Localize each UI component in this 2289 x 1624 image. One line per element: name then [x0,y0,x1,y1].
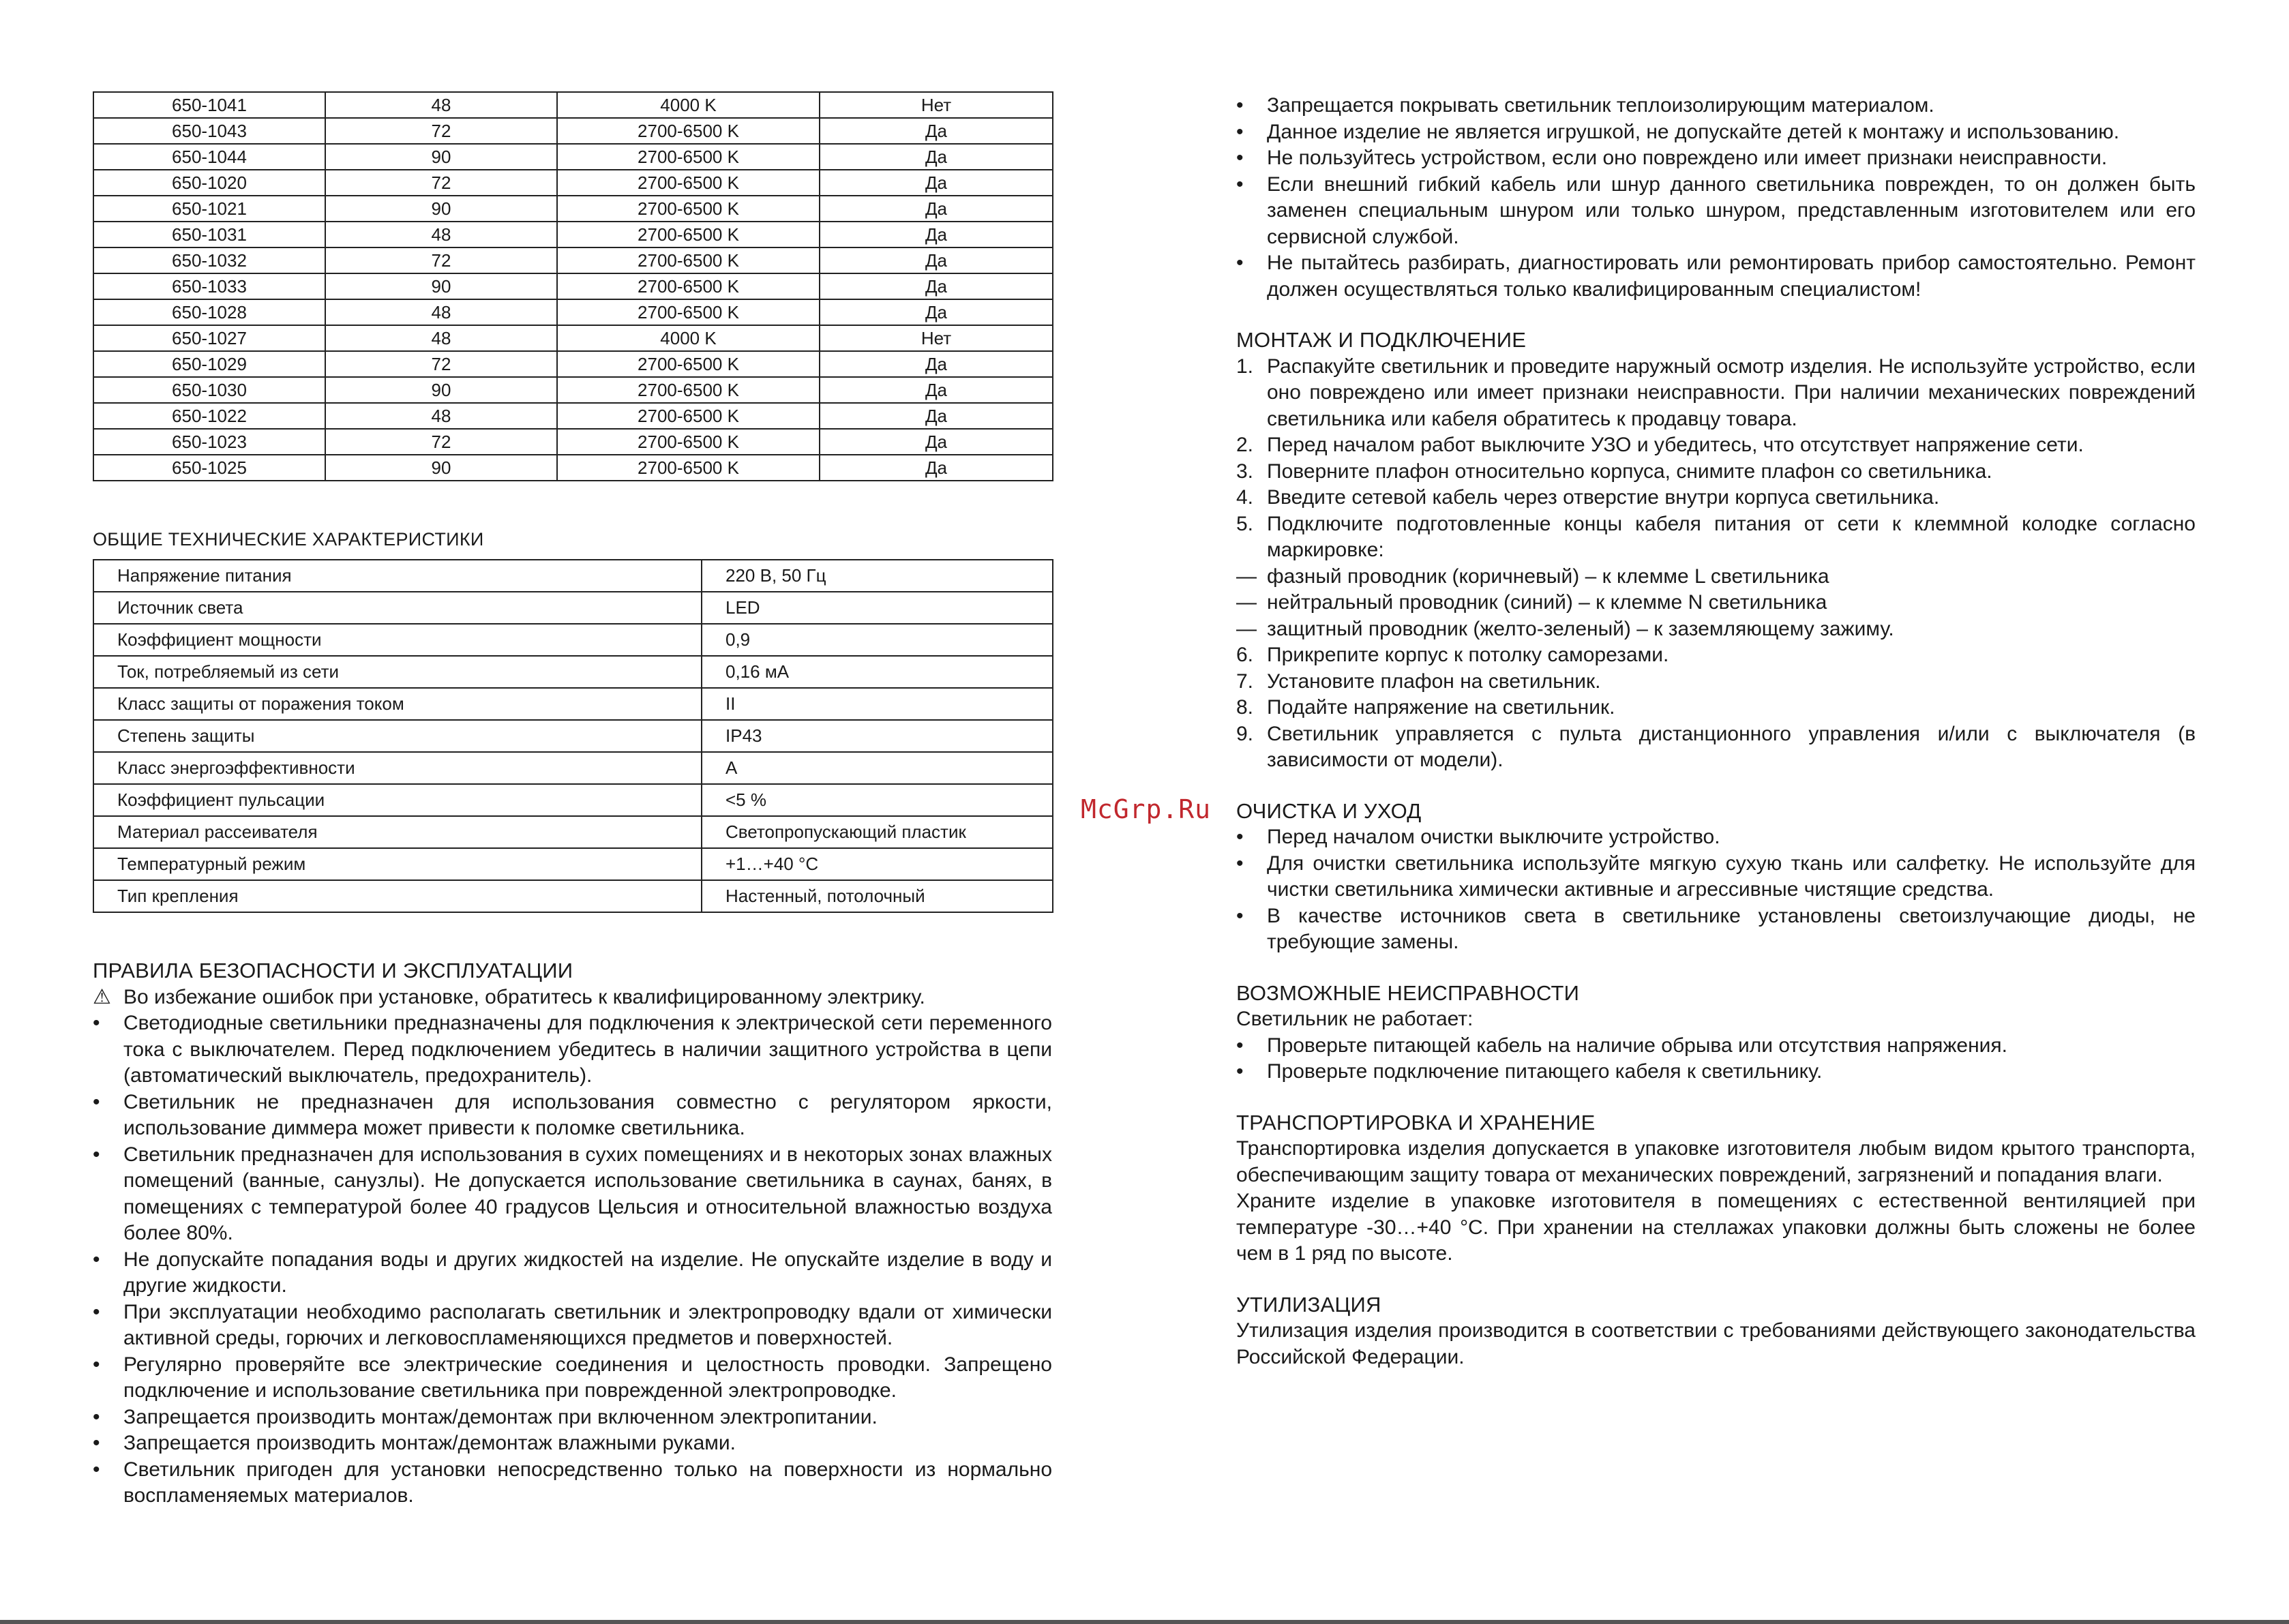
list-item-text: Запрещается покрывать светильник теплоизолирующим материалом. [1267,94,1934,117]
spec-row [93,560,1053,592]
safety-cont-list [1236,93,2196,303]
install-step [1236,564,2196,590]
transport-paragraph-2: Храните изделие в упаковке изготовителя в помещениях с естественной вентиляцией при температуре -30…+40 °С. При хранении на стеллажах упаковки должны быть сложены не более чем в 1 ряд по высоте. [1236,1190,2196,1265]
model-cell: 90 [325,377,557,403]
bullet-icon: • [1236,1034,1244,1057]
install-step [1236,511,2196,564]
install-list [1236,354,2196,774]
install-step [1236,432,2196,459]
list-item [1236,93,2196,119]
model-row [93,455,1053,481]
transport-title: ТРАНСПОРТИРОВКА И ХРАНЕНИЕ [1236,1110,1596,1134]
bullet-icon: • [1236,147,1244,169]
bullet-icon: • [1236,94,1244,117]
model-row [93,403,1053,429]
model-cell: 48 [325,299,557,325]
list-item-text: Данное изделие не является игрушкой, не допускайте детей к монтажу и использованию. [1267,120,2120,143]
list-item [1236,172,2196,251]
spec-name-cell: Класс защиты от поражения током [93,688,702,720]
model-cell: 72 [325,351,557,377]
list-item [1236,250,2196,303]
step-text: Поверните плафон относительно корпуса, снимите плафон со светильника. [1267,460,1992,483]
model-cell: 72 [325,118,557,144]
model-cell: Да [820,299,1053,325]
step-marker: — [1236,591,1257,614]
model-cell: 48 [325,222,557,247]
cleaning-title: ОЧИСТКА И УХОД [1236,798,1422,823]
model-cell: 2700-6500 K [557,403,820,429]
spec-row [93,656,1053,688]
model-cell: Нет [820,325,1053,351]
model-cell: 4000 K [557,325,820,351]
step-text: Подключите подготовленные концы кабеля питания от сети к клеммной колодке согласно маркировке: [1267,512,2196,561]
model-cell: 650-1032 [93,247,325,273]
bullet-icon: • [93,1012,100,1034]
step-text: Распакуйте светильник и проведите наружный осмотр изделия. Не используйте устройство, если оно повреждено или имеет признаки неисправности. При наличии механических повреждений светильника или кабеля обратитесь к продавцу товара. [1267,355,2196,430]
model-row [93,273,1053,299]
step-marker: 4. [1236,486,1254,509]
model-cell: Да [820,377,1053,403]
model-cell: 48 [325,92,557,118]
model-cell: 2700-6500 K [557,273,820,299]
model-cell: 650-1043 [93,118,325,144]
model-cell: Да [820,455,1053,481]
model-row [93,92,1053,118]
warning-icon: ⚠ [93,985,111,1008]
spec-name-cell: Степень защиты [93,720,702,752]
step-marker: — [1236,565,1257,588]
spec-name-cell: Класс энергоэффективности [93,752,702,784]
safety-title: ПРАВИЛА БЕЗОПАСНОСТИ И ЭКСПЛУАТАЦИИ [93,959,573,982]
model-cell: 650-1022 [93,403,325,429]
specs-table [93,559,1053,913]
list-item-text: Перед началом очистки выключите устройство. [1267,826,1720,848]
spec-name-cell: Ток, потребляемый из сети [93,656,702,688]
list-item [1236,1059,2196,1085]
spec-value-cell: A [702,752,1053,784]
faults-title: ВОЗМОЖНЫЕ НЕИСПРАВНОСТИ [1236,980,1580,1005]
safety-list [93,1010,1052,1509]
list-item-text: В качестве источников света в светильнике установлены светоизлучающие диоды, не требующие замены. [1267,904,2196,953]
model-cell: Да [820,170,1053,196]
bullet-icon: • [1236,120,1244,143]
transport-paragraph-1: Транспортировка изделия допускается в упаковке изготовителя любым видом крытого транспорта, обеспечивающим защиту товара от механических повреждений, загрязнений и попадания влаги. [1236,1137,2196,1186]
step-marker: 7. [1236,670,1254,693]
list-item-text: Не пользуйтесь устройством, если оно повреждено или имеет признаки неисправности. [1267,147,2108,169]
model-cell: Да [820,247,1053,273]
spec-value-cell: 0,9 [702,624,1053,656]
model-cell: 90 [325,196,557,222]
model-cell: Да [820,273,1053,299]
bullet-icon: • [1236,172,1244,196]
step-text: Перед началом работ выключите УЗО и убедитесь, что отсутствует напряжение сети. [1267,434,2084,456]
spec-name-cell: Коэффициент мощности [93,624,702,656]
list-item [1236,1033,2196,1059]
model-cell: 2700-6500 K [557,118,820,144]
model-row [93,325,1053,351]
model-cell: Да [820,196,1053,222]
install-step [1236,459,2196,485]
specs-title: ОБЩИЕ ТЕХНИЧЕСКИЕ ХАРАКТЕРИСТИКИ [93,529,484,550]
bullet-icon: • [1236,852,1244,875]
bullet-icon: • [1236,904,1244,927]
list-item-text: Запрещается производить монтаж/демонтаж при включенном электропитании. [123,1405,878,1428]
model-cell: Да [820,118,1053,144]
model-cell: 650-1027 [93,325,325,351]
step-text: Подайте напряжение на светильник. [1267,696,1615,719]
bullet-icon: • [93,1090,100,1113]
install-step [1236,721,2196,774]
model-row [93,299,1053,325]
model-cell: 650-1029 [93,351,325,377]
model-cell: 2700-6500 K [557,247,820,273]
step-text: Прикрепите корпус к потолку саморезами. [1267,644,1669,666]
safety-cont-section [1236,93,2196,1370]
list-item [93,1457,1052,1509]
cleaning-list [1236,824,2196,956]
step-marker: 1. [1236,355,1254,378]
model-cell: 72 [325,429,557,455]
model-cell: 650-1021 [93,196,325,222]
spec-row [93,784,1053,816]
list-item [1236,119,2196,146]
list-item-text: Светодиодные светильники предназначены для подключения к электрической сети переменного тока с выключателем. Перед подключением убедитесь в наличии защитного устройства в цепи (автоматический выключатель, предохранитель). [123,1012,1052,1087]
spec-row [93,688,1053,720]
model-cell: 90 [325,455,557,481]
model-cell: 2700-6500 K [557,170,820,196]
model-cell: 48 [325,325,557,351]
watermark: McGrp.Ru [1081,794,1212,824]
model-cell: 650-1033 [93,273,325,299]
install-step [1236,354,2196,433]
model-cell: 650-1023 [93,429,325,455]
model-row [93,247,1053,273]
list-item-text: Не пытайтесь разбирать, диагностировать или ремонтировать прибор самостоятельно. Ремонт должен осуществляться только квалифицированным специалистом! [1267,252,2196,301]
model-cell: 650-1025 [93,455,325,481]
list-item [93,1010,1052,1089]
model-row [93,196,1053,222]
list-item [93,1142,1052,1247]
step-text: Светильник управляется с пульта дистанционного управления и/или с выключателя (в зависимости от модели). [1267,722,2196,771]
bullet-icon: • [1236,252,1244,274]
model-cell: 650-1031 [93,222,325,247]
spec-row [93,592,1053,624]
faults-intro: Светильник не работает: [1236,1008,1473,1030]
bullet-icon: • [1236,826,1244,848]
model-cell: 2700-6500 K [557,222,820,247]
step-marker: 8. [1236,696,1254,719]
model-cell: 2700-6500 K [557,351,820,377]
model-cell: 650-1041 [93,92,325,118]
install-step [1236,590,2196,616]
model-row [93,170,1053,196]
model-row [93,222,1053,247]
spec-name-cell: Температурный режим [93,848,702,880]
spec-row [93,624,1053,656]
list-item [93,1430,1052,1457]
list-item [93,1247,1052,1299]
spec-value-cell: <5 % [702,784,1053,816]
spec-row [93,880,1053,912]
model-cell: 72 [325,170,557,196]
spec-row [93,720,1053,752]
spec-value-cell: IP43 [702,720,1053,752]
spec-value-cell: Настенный, потолочный [702,880,1053,912]
spec-name-cell: Тип крепления [93,880,702,912]
spec-row [93,848,1053,880]
step-text: защитный проводник (желто-зеленый) – к заземляющему зажиму. [1267,617,1894,640]
model-cell: 2700-6500 K [557,377,820,403]
install-step [1236,669,2196,695]
bottom-rule [0,1620,2289,1624]
faults-list [1236,1033,2196,1085]
list-item [1236,851,2196,903]
model-cell: Да [820,429,1053,455]
model-cell: 48 [325,403,557,429]
spec-name-cell: Материал рассеивателя [93,816,702,848]
model-cell: 2700-6500 K [557,144,820,170]
spec-value-cell: 220 В, 50 Гц [702,560,1053,592]
list-item-text: Светильник пригоден для установки непосредственно только на поверхности из нормально воспламеняемых материалов. [123,1458,1052,1507]
list-item-text: Не допускайте попадания воды и других жидкостей на изделие. Не опускайте изделие в воду и другие жидкости. [123,1248,1052,1297]
bullet-icon: • [93,1248,100,1271]
bullet-icon: • [93,1405,100,1428]
list-item [93,1089,1052,1142]
bullet-icon: • [93,1432,100,1454]
step-marker: — [1236,617,1257,640]
list-item [93,1299,1052,1352]
spec-name-cell: Источник света [93,592,702,624]
step-text: Установите плафон на светильник. [1267,670,1601,693]
list-item [93,1352,1052,1404]
model-cell: Да [820,403,1053,429]
model-row [93,429,1053,455]
step-marker: 2. [1236,434,1254,456]
model-cell: 650-1044 [93,144,325,170]
spec-name-cell: Напряжение питания [93,560,702,592]
step-text: нейтральный проводник (синий) – к клемме N светильника [1267,591,1827,614]
model-cell: 650-1020 [93,170,325,196]
list-item-text: Для очистки светильника используйте мягкую сухую ткань или салфетку. Не используйте для чистки светильника химически активные и агрессивные чистящие средства. [1267,852,2196,901]
step-marker: 9. [1236,722,1254,745]
model-cell: 4000 K [557,92,820,118]
spec-row [93,752,1053,784]
list-item-text: Проверьте питающей кабель на наличие обрыва или отсутствия напряжения. [1267,1034,2007,1057]
model-cell: Нет [820,92,1053,118]
list-item [1236,824,2196,851]
list-item-text: Если внешний гибкий кабель или шнур данного светильника поврежден, то он должен быть заменен специальным шнуром или только шнуром, представленным изготовителем или его сервисной службой. [1267,172,2196,248]
spec-value-cell: +1…+40 °С [702,848,1053,880]
spec-row [93,816,1053,848]
model-cell: 2700-6500 K [557,299,820,325]
bullet-icon: • [93,1300,100,1323]
models-table-body [93,92,1053,481]
model-cell: Да [820,351,1053,377]
list-item-text: Регулярно проверяйте все электрические соединения и целостность проводки. Запрещено подключение и использование светильника при поврежденной электропроводке. [123,1353,1052,1402]
spec-value-cell: II [702,688,1053,720]
safety-warning-text: Во избежание ошибок при установке, обратитесь к квалифицированному электрику. [123,985,925,1008]
model-row [93,118,1053,144]
model-cell: 90 [325,273,557,299]
model-cell: 2700-6500 K [557,429,820,455]
bullet-icon: • [93,1353,100,1376]
step-text: Введите сетевой кабель через отверстие внутри корпуса светильника. [1267,486,1940,509]
step-marker: 5. [1236,512,1254,535]
spec-name-cell: Коэффициент пульсации [93,784,702,816]
model-cell: 72 [325,247,557,273]
bullet-icon: • [93,1458,100,1481]
list-item-text: При эксплуатации необходимо располагать светильник и электропроводку вдали от химически активной среды, горючих и легковоспламеняющихся предметов и поверхностей. [123,1300,1052,1349]
list-item-text: Светильник не предназначен для использования совместно с регулятором яркости, использование диммера может привести к поломке светильника. [123,1090,1052,1139]
model-cell: 2700-6500 K [557,196,820,222]
model-row [93,144,1053,170]
list-item-text: Проверьте подключение питающего кабеля к светильнику. [1267,1060,1823,1083]
model-row [93,377,1053,403]
model-cell: 650-1030 [93,377,325,403]
step-text: фазный проводник (коричневый) – к клемме L светильника [1267,565,1829,588]
disposal-title: УТИЛИЗАЦИЯ [1236,1292,1381,1317]
model-cell: 2700-6500 K [557,455,820,481]
safety-section [93,958,1052,1509]
spec-value-cell: 0,16 мА [702,656,1053,688]
bullet-icon: • [1236,1060,1244,1083]
safety-warning [93,984,1052,1011]
model-cell: 650-1028 [93,299,325,325]
list-item [1236,145,2196,172]
list-item-text: Светильник предназначен для использования в сухих помещениях и в некоторых зонах влажных помещений (ванные, санузлы). Не допускается использование светильника в саунах, банях, в помещениях с температурой более 40 градусов Цельсия и относительной влажностью воздуха более 80%. [123,1143,1052,1244]
model-cell: 90 [325,144,557,170]
model-cell: Да [820,144,1053,170]
models-table [93,91,1053,481]
install-step [1236,485,2196,511]
list-item-text: Запрещается производить монтаж/демонтаж влажными руками. [123,1432,736,1454]
list-item [1236,903,2196,956]
disposal-text: Утилизация изделия производится в соответствии с требованиями действующего законодательства Российской Федерации. [1236,1319,2196,1368]
model-row [93,351,1053,377]
model-cell: Да [820,222,1053,247]
install-step [1236,695,2196,721]
spec-value-cell: LED [702,592,1053,624]
install-title: МОНТАЖ И ПОДКЛЮЧЕНИЕ [1236,328,1527,352]
list-item [93,1404,1052,1431]
spec-value-cell: Светопропускающий пластик [702,816,1053,848]
install-step [1236,616,2196,643]
step-marker: 6. [1236,644,1254,666]
specs-table-body [93,560,1053,912]
bullet-icon: • [93,1143,100,1166]
step-marker: 3. [1236,460,1254,483]
install-step [1236,642,2196,669]
